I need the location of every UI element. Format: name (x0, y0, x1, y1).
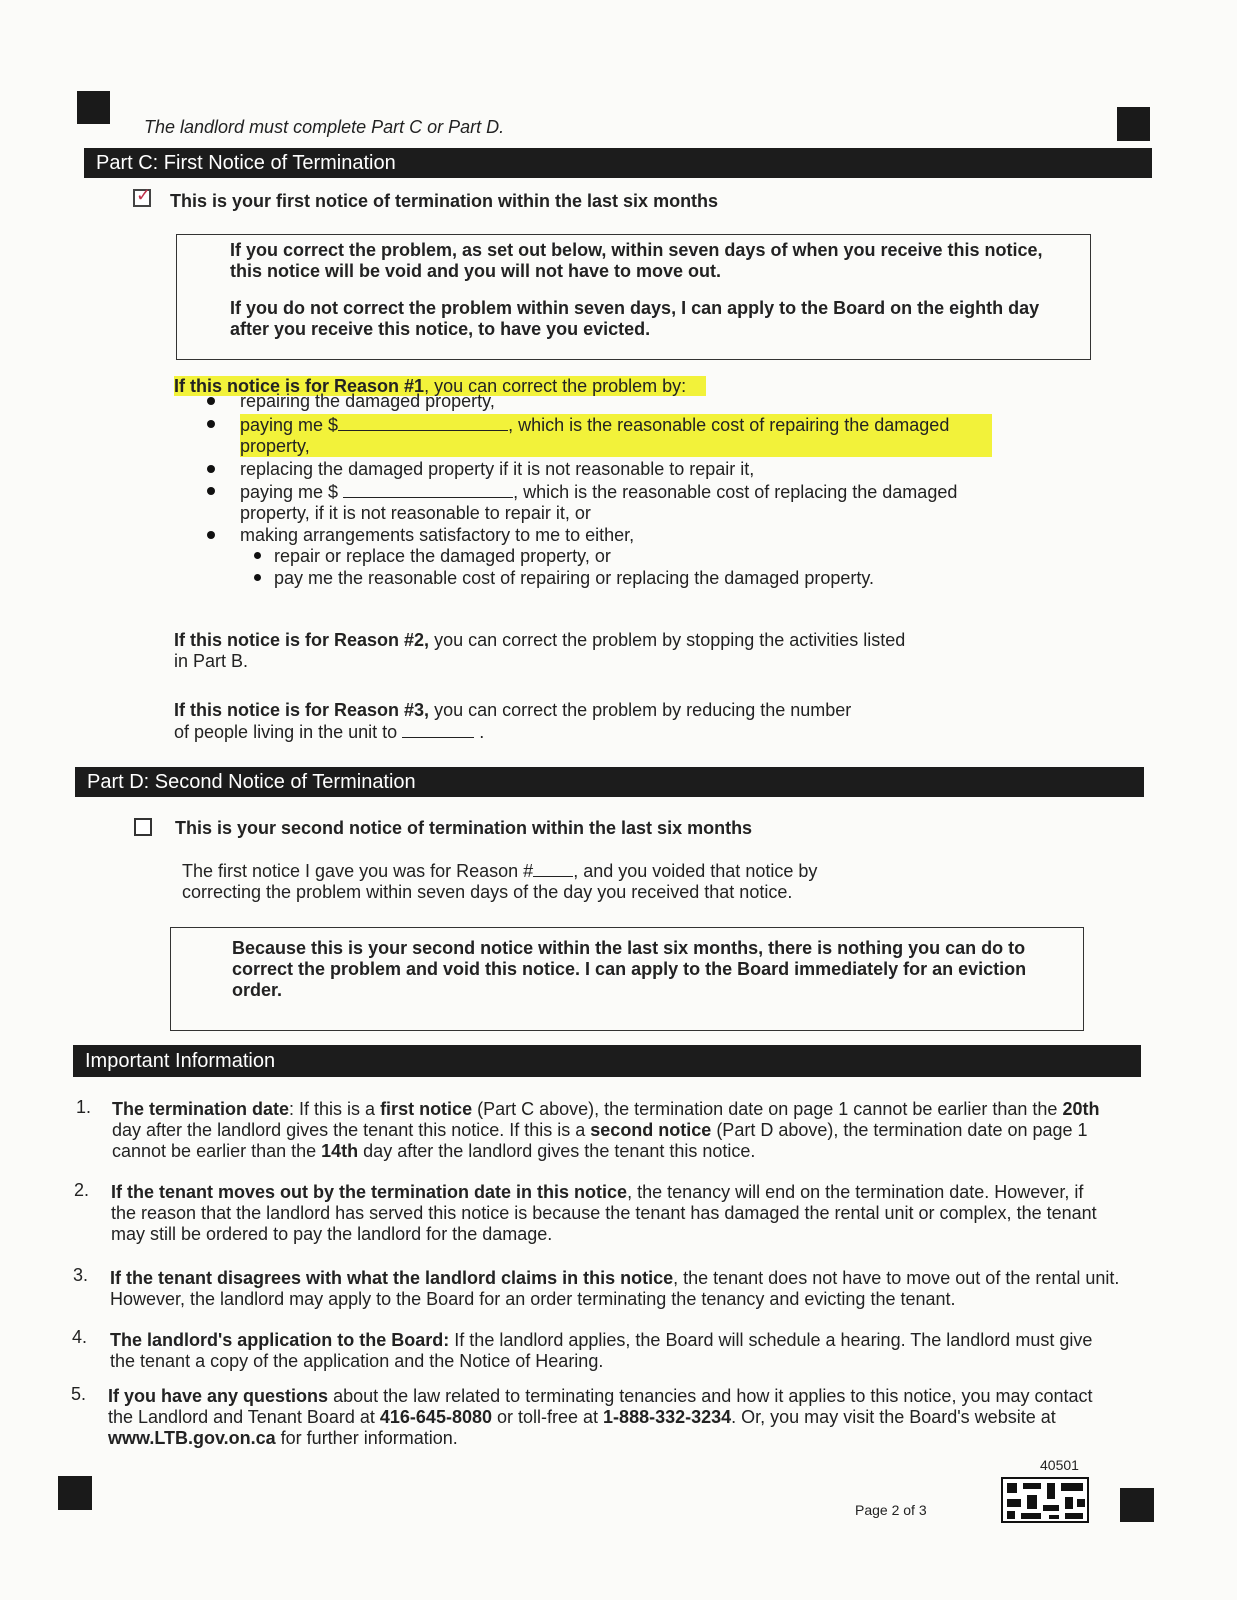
part-d-header: Part D: Second Notice of Termination (75, 767, 1144, 797)
reason-3-lead-bold: If this notice is for Reason #3, (174, 700, 430, 720)
important-item-4: The landlord's application to the Board: If the landlord applies, the Board will schedule a hearing. The landlord must give the tenant a copy of the application and the Notice of Hearing. (110, 1330, 1093, 1371)
reason-1-sub-bullet-2: pay me the reasonable cost of repairing or replacing the damaged property. (274, 568, 875, 588)
important-item-1: The termination date: If this is a first notice (Part C above), the termination date on page 1 cannot be earlier than the 20th day after the landlord gives the tenant this notice. If this is a second notice (Part D above), the termination date on page 1 cannot be earlier than the 14th day after the landlord gives the tenant this notice. (112, 1099, 1100, 1161)
part-d-checkbox[interactable] (134, 818, 152, 836)
reason-1-lead-rest: , you can correct the problem by: (424, 376, 687, 396)
reason-2-rest: you can correct the problem by stopping the activities listed in Part B. (174, 630, 906, 671)
important-item-3: If the tenant disagrees with what the landlord claims in this notice, the tenant does not have to move out of the rental unit. However, the landlord may apply to the Board for an order terminating the tenancy and evicting the tenant. (110, 1268, 1120, 1309)
registration-mark-bottom-right (1120, 1488, 1154, 1522)
reason-number-field[interactable] (533, 860, 573, 877)
bullet-2-prefix: paying me $ (240, 415, 339, 435)
reason-1-sub-bullet-1: repair or replace the damaged property, or (274, 546, 611, 566)
part-c-checkbox[interactable] (133, 185, 152, 207)
bullet-2-suffix: , which is the reasonable cost of repairing the damaged property, (240, 415, 950, 456)
reason-1-bullet-1: repairing the damaged property, (240, 391, 495, 411)
reason-3-text (174, 700, 854, 743)
part-d-box-text: Because this is your second notice within the last six months, there is nothing you can do to correct the problem and void this notice. I can apply to the Board immediately for an eviction order. (232, 938, 1027, 1000)
intro-text: The landlord must complete Part C or Part D. (144, 117, 505, 137)
replace-cost-field[interactable] (343, 481, 513, 498)
important-item-5: If you have any questions about the law related to terminating tenancies and how it applies to this notice, you may contact the Landlord and Tenant Board at 416-645-8080 or toll-free at 1-888-332-3234. Or, you may visit the Board's website at www.LTB.gov.on.ca for further information. (108, 1386, 1093, 1448)
reason-1-bullet-3: replacing the damaged property if it is not reasonable to repair it, (240, 459, 755, 479)
barcode-icon (1001, 1477, 1089, 1523)
reason-1-bullet-4 (240, 481, 1000, 524)
reason-1-bullet-5: making arrangements satisfactory to me to either, (240, 525, 635, 545)
bullet-icon (207, 487, 215, 495)
check-mark-icon: ✓ (136, 185, 152, 205)
reason-3-rest: you can correct the problem by reducing the number of people living in the unit to (174, 700, 852, 742)
part-c-header: Part C: First Notice of Termination (84, 148, 1152, 178)
bullet-icon (207, 420, 215, 428)
registration-mark-top-left (77, 91, 110, 124)
part-d-first-notice-text (182, 860, 872, 903)
part-c-checkbox-label: This is your first notice of termination within the last six months (170, 191, 719, 211)
registration-mark-top-right (1117, 107, 1150, 141)
item-2-number: 2. (74, 1180, 90, 1200)
important-info-header: Important Information (73, 1045, 1141, 1077)
occupant-count-field[interactable] (402, 721, 474, 738)
form-number: 40501 (1040, 1457, 1079, 1473)
reason-1-bullet-2 (240, 414, 992, 457)
part-d-checkbox-label: This is your second notice of termination within the last six months (175, 818, 753, 838)
important-item-2: If the tenant moves out by the termination date in this notice, the tenancy will end on the termination date. However, if the reason that the landlord has served this notice is because the tenant has damaged the rental unit or complex, the tenant may still be ordered to pay the landlord for the damage. (111, 1182, 1097, 1244)
part-c-box-paragraph-1: If you correct the problem, as set out below, within seven days of when you receive this notice, this notice will be void and you will not have to move out. (230, 240, 1043, 281)
item-3-number: 3. (73, 1265, 89, 1285)
item-1-number: 1. (76, 1097, 92, 1117)
reason-2-text (174, 630, 914, 672)
page-number: Page 2 of 3 (855, 1502, 927, 1518)
bullet-4-prefix: paying me $ (240, 482, 339, 502)
bullet-icon (207, 397, 215, 405)
repair-cost-field[interactable] (338, 414, 508, 431)
sub-bullet-icon (254, 552, 261, 559)
reason-2-lead-bold: If this notice is for Reason #2, (174, 630, 430, 650)
item-4-number: 4. (72, 1327, 88, 1347)
registration-mark-bottom-left (58, 1476, 92, 1510)
item-5-number: 5. (71, 1384, 87, 1404)
first-notice-suffix: , and you voided that notice by correcting the problem within seven days of the day you received that notice. (182, 861, 818, 902)
sub-bullet-icon (254, 574, 261, 581)
bullet-icon (207, 531, 215, 539)
reason-3-end: . (479, 722, 485, 742)
reason-1-lead-bold: If this notice is for Reason #1 (174, 376, 425, 396)
bullet-4-suffix: , which is the reasonable cost of replacing the damaged property, if it is not reasonable to repair it, or (240, 482, 958, 523)
part-c-box-paragraph-2: If you do not correct the problem within seven days, I can apply to the Board on the eighth day after you receive this notice, to have you evicted. (230, 298, 1040, 339)
first-notice-prefix: The first notice I gave you was for Reason # (182, 861, 534, 881)
bullet-icon (207, 465, 215, 473)
